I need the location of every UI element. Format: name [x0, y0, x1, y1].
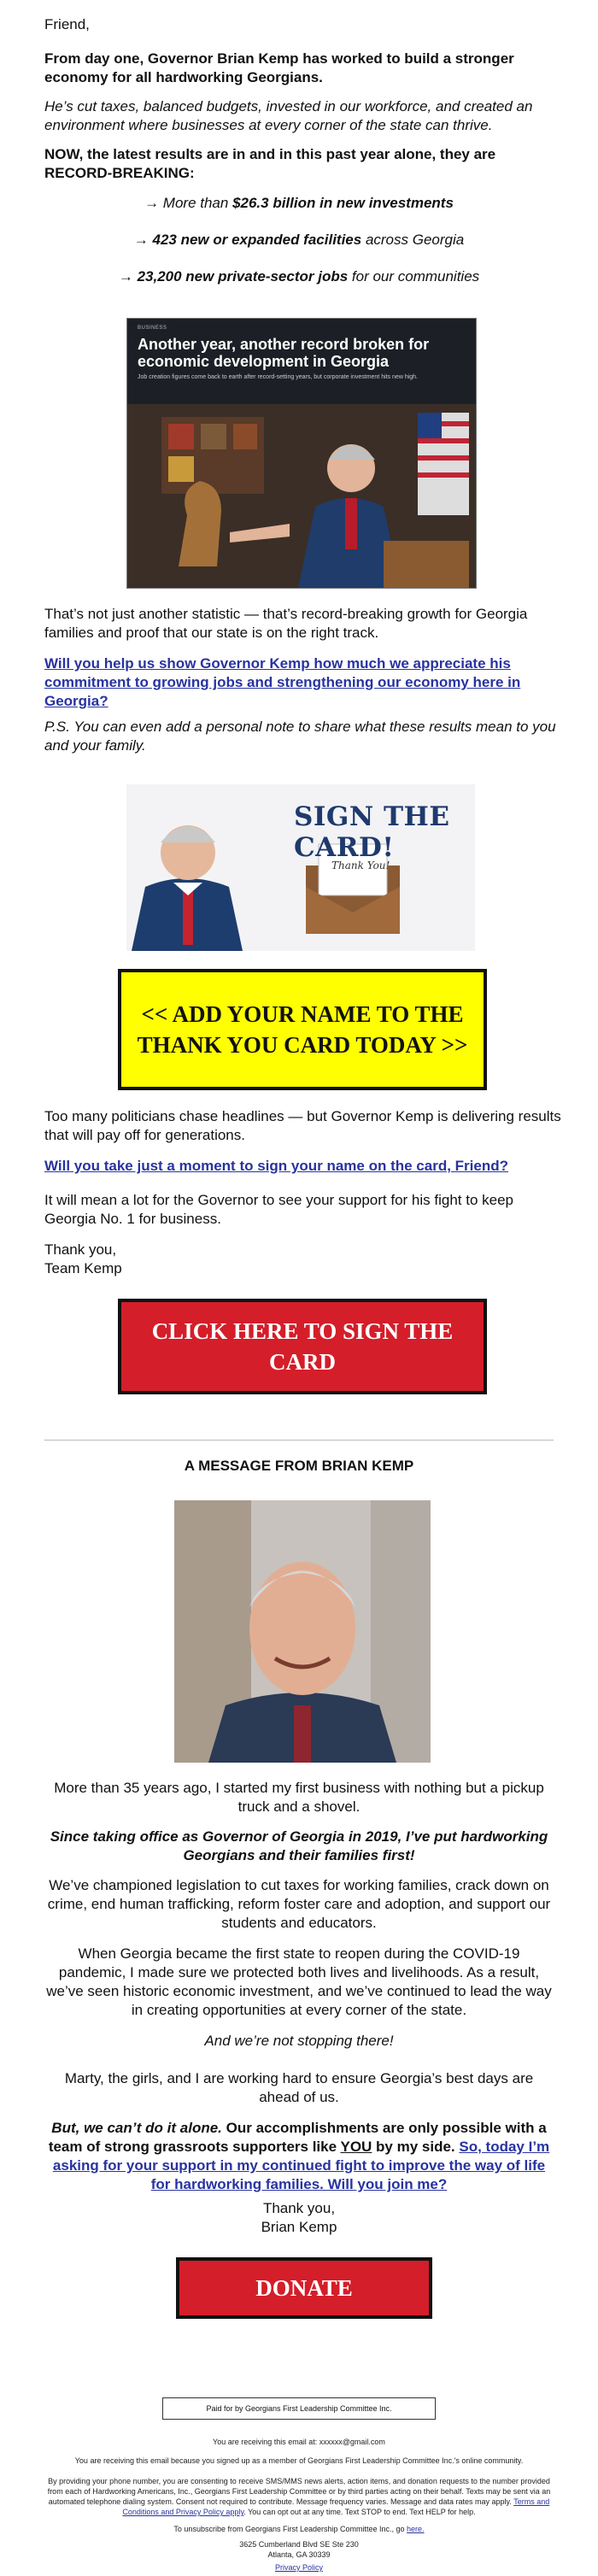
- intro-italic-paragraph: He’s cut taxes, balanced budgets, invested in our workforce, and created an environment where businesses at every corner of the state can thrive.: [44, 98, 533, 133]
- news-kicker: BUSINESS: [138, 326, 167, 331]
- message-p6: Marty, the girls, and I are working hard to ensure Georgia’s best days are ahead of us.: [64, 2070, 534, 2105]
- stat-investments: → More than $26.3 billion in new investments: [144, 195, 454, 211]
- address-line-1: 3625 Cumberland Blvd SE Ste 230: [239, 2540, 359, 2549]
- signoff-team: Team Kemp: [44, 1260, 122, 1276]
- privacy-policy-line: [44, 2562, 554, 2573]
- sign-card-title: SIGN THE CARD!: [294, 801, 450, 863]
- news-hero-image[interactable]: [126, 318, 477, 589]
- message-p4: When Georgia became the first state to reopen during the COVID-19 pandemic, I made sure we protected both lives and livelihoods. As a result, we’ve seen historic economic investment, and we’ve continued to lead the way in creating opportunities at every corner of the state.: [46, 1945, 552, 2018]
- mean-paragraph: It will mean a lot for the Governor to see your support for his fight to keep Georgia No. 1 for business.: [44, 1192, 513, 1227]
- portrait-photo: [174, 1500, 431, 1763]
- statistic-paragraph: That’s not just another statistic — that’s record-breaking growth for Georgia families and proof that our state is on the right track.: [44, 606, 528, 641]
- unsubscribe-link[interactable]: here.: [407, 2525, 425, 2533]
- message-heading: A MESSAGE FROM BRIAN KEMP: [184, 1458, 414, 1474]
- message-signature: Brian Kemp: [261, 2219, 337, 2235]
- join-me-link[interactable]: So, today I’m asking for your support in my continued fight to improve the way of life for hardworking families. Will you join me?: [52, 2139, 550, 2192]
- ps-note: P.S. You can even add a personal note to share what these results mean to you and your family.: [44, 719, 556, 754]
- privacy-policy-link[interactable]: Privacy Policy: [274, 2563, 323, 2572]
- sign-the-card-image[interactable]: [126, 784, 475, 951]
- stat-facilities: → 423 new or expanded facilities across Georgia: [133, 232, 465, 248]
- add-name-button[interactable]: << ADD YOUR NAME TO THE THANK YOU CARD TODAY >>: [118, 969, 487, 1090]
- help-link[interactable]: Will you help us show Governor Kemp how much we appreciate his commitment to growing jobs and strengthening our economy here in Georgia?: [44, 655, 521, 709]
- terms-link[interactable]: Terms and Conditions and Privacy Policy apply: [122, 2497, 550, 2516]
- greeting: Friend,: [44, 16, 90, 32]
- news-subhead: Job creation figures come back to earth after record-setting years, but corporate investment hits new high.: [138, 374, 418, 380]
- address-line-2: Atlanta, GA 30339: [267, 2550, 331, 2559]
- phone-consent: By providing your phone number, you are consenting to receive SMS/MMS news alerts, action items, and donation requests to the number provided from each of Hardworking Americans, Inc., Georgians First Leadership Committee or by third parties acting on their behalf. Texts may be sent via an automated telephone dialing system. Consent not required to contribute. Message frequency varies. Message and data rates may apply. Terms and Conditions and Privacy Policy apply. You can opt out at any time. Text STOP to end. Text HELP for help.: [47, 2477, 551, 2516]
- stat-jobs: → 23,200 new private-sector jobs for our communities: [118, 268, 480, 285]
- message-p7: But, we can’t do it alone. Our accomplishments are only possible with a team of strong grassroots supporters like YOU by my side. So, today I’m asking for your support in my continued fight to improve the way of life for hardworking families. Will you join me?: [48, 2120, 550, 2192]
- results-intro: NOW, the latest results are in and in this past year alone, they are RECORD-BREAKING:: [44, 146, 496, 181]
- receiving-email: You are receiving this email at: xxxxxx@gmail.com: [213, 2438, 385, 2446]
- message-p3: We’ve championed legislation to cut taxes for working families, crack down on crime, end human trafficking, reform foster care and adoption, and support our students and educators.: [47, 1877, 551, 1931]
- intro-paragraph: From day one, Governor Brian Kemp has worked to build a stronger economy for all hardworking Georgians.: [44, 50, 514, 85]
- donate-button[interactable]: DONATE: [176, 2257, 432, 2319]
- sign-card-button[interactable]: CLICK HERE TO SIGN THE CARD: [118, 1299, 487, 1394]
- sign-card-link[interactable]: Will you take just a moment to sign your name on the card, Friend?: [44, 1158, 508, 1174]
- news-photo: [127, 319, 476, 588]
- news-headline: Another year, another record broken for economic development in Georgia: [138, 336, 430, 370]
- message-p1: More than 35 years ago, I started my first business with nothing but a pickup truck and a shovel.: [54, 1780, 544, 1815]
- thank-you-note: Thank You!: [331, 860, 390, 871]
- message-thanks: Thank you,: [262, 2200, 336, 2216]
- section-divider: [44, 1440, 554, 1441]
- signoff-thanks: Thank you,: [44, 1241, 117, 1258]
- politicians-paragraph: Too many politicians chase headlines — but Governor Kemp is delivering results that will pay off for generations.: [44, 1108, 561, 1143]
- paid-for-box: Paid for by Georgians First Leadership Committee Inc.: [162, 2397, 436, 2420]
- brian-kemp-portrait: [174, 1500, 431, 1763]
- message-p2: Since taking office as Governor of Georgia in 2019, I’ve put hardworking Georgians and their families first!: [50, 1828, 548, 1863]
- signed-up-notice: You are receiving this email because you signed up as a member of Georgians First Leadership Committee Inc.'s online community.: [74, 2456, 524, 2465]
- message-p5: And we’re not stopping there!: [204, 2033, 394, 2049]
- unsubscribe-line: To unsubscribe from Georgians First Leadership Committee Inc., go here.: [173, 2525, 425, 2533]
